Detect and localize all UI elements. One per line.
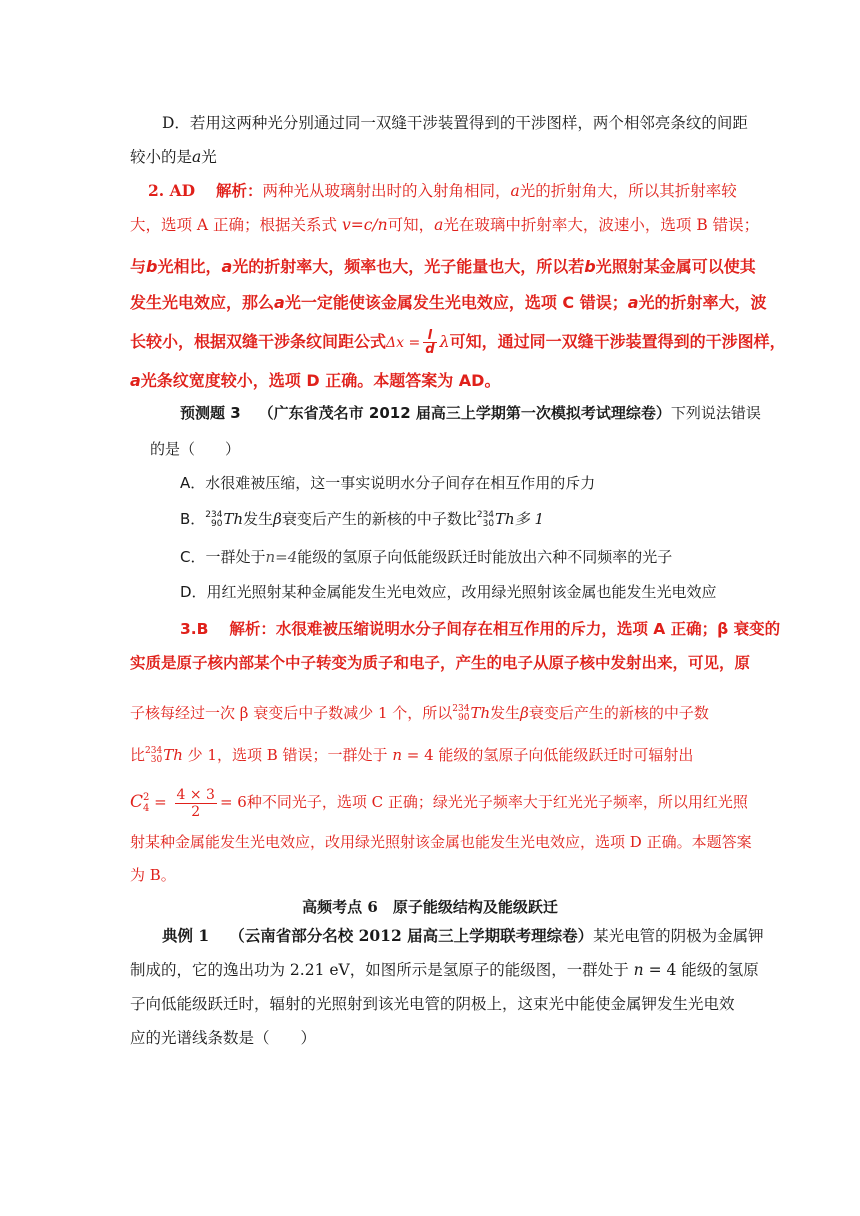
question-3-option-b: B． 234 90 Th发生β衰变后产生的新核的中子数比 234 30 Th多 1 <box>180 509 545 529</box>
example-1-line4: 应的光谱线条数是（ ） <box>130 1029 317 1047</box>
question-3-option-d: D．用红光照射某种金属能发生光电效应，改用绿光照射该金属也能发生光电效应 <box>180 583 717 601</box>
answer-3-line3: 子核每经过一次 β 衰变后中子数减少 1 个，所以 234 90 Th发生β衰变后产生的新核的中子数 <box>130 704 709 723</box>
question-3-option-a: A．水很难被压缩，这一事实说明水分子间存在相互作用的斥力 <box>180 474 596 492</box>
question-3-line2: 的是（ ） <box>150 440 241 458</box>
answer-2-line6: a光条纹宽度较小，选项 D 正确。本题答案为 AD。 <box>130 371 501 390</box>
combination-formula: C <box>130 792 144 812</box>
example-1-label: 典例 1 <box>162 926 210 945</box>
answer-3-line7: 为 B。 <box>130 866 176 884</box>
answer-3-line1: 3.B 解析：水很难被压缩说明水分子间存在相互作用的斥力，选项 A 正确；β 衰变的 <box>180 620 781 638</box>
answer-2-line5: 长较小，根据双缝干涉条纹间距公式Δx = $\frac{l}{d}$ λ可知，通过同一双缝干涉装置得到的干涉图样， <box>130 328 786 357</box>
answer-2-line4: 发生光电效应，那么a光一定能使该金属发生光电效应，选项 C 错误；a光的折射率大，波 <box>130 293 767 312</box>
answer-2-line1: 2. AD 解析：两种光从玻璃射出时的入射角相同，a光的折射角大，所以其折射率较 <box>148 181 737 200</box>
answer-3-line2: 实质是原子核内部某个中子转变为质子和电子，产生的电子从原子核中发射出来，可见，原 <box>130 654 751 672</box>
answer-2-tag: 2. AD 解析： <box>148 181 263 200</box>
question-3-label: 预测题 3 <box>180 404 241 422</box>
example-1-line3: 子向低能级跃迁时，辐射的光照射到该光电管的阴极上，这束光中能使金属钾发生光电效 <box>130 995 735 1013</box>
answer-2-line3: 与b光相比，a光的折射率大，频率也大，光子能量也大，所以若b光照射某金属可以使其 <box>130 257 756 276</box>
answer-3-line5: C 2 4 = $\frac{4 \times 3}{2}$ = 6种不同光子，选项 C 正确；绿光光子频率大于红光光子频率，所以用红光照 <box>130 786 748 820</box>
example-1-line1: 典例 1 （云南省部分名校 2012 届高三上学期联考理综卷）某光电管的阴极为金属钾 <box>162 926 764 945</box>
fringe-formula-fraction: $\frac{l}{d}$ <box>425 328 435 357</box>
question-3-source: （广东省茂名市 2012 届高三上学期第一次模拟考试理综卷） <box>258 404 671 422</box>
combination-fraction: $\frac{4 \times 3}{2}$ <box>176 786 215 820</box>
option-d-line1: D．若用这两种光分别通过同一双缝干涉装置得到的干涉图样，两个相邻亮条纹的间距 <box>162 114 748 132</box>
answer-2-line2: 大，选项 A 正确；根据关系式 v=c/n可知，a光在玻璃中折射率大，波速小，选项 B 错误； <box>130 216 760 234</box>
question-3-line1: 预测题 3 （广东省茂名市 2012 届高三上学期第一次模拟考试理综卷）下列说法错误 <box>180 404 761 422</box>
answer-3-line6: 射某种金属能发生光电效应，改用绿光照射该金属也能发生光电效应，选项 D 正确。本题答案 <box>130 833 752 851</box>
answer-3-line4: 比 234 30 Th 少 1，选项 B 错误；一群处于 n = 4 能级的氢原子向低能级跃迁时可辐射出 <box>130 746 694 765</box>
thorium-nuclide-2: 234 30 <box>476 509 495 529</box>
option-d-line2: 较小的是a光 <box>130 148 217 166</box>
question-3-option-c: C．一群处于n=4能级的氢原子向低能级跃迁时能放出六种不同频率的光子 <box>180 548 673 566</box>
answer-3-tag: 3.B 解析： <box>180 620 276 638</box>
thorium-nuclide: 234 90 <box>205 509 223 529</box>
section-heading: 高频考点 6 原子能级结构及能级跃迁 <box>302 898 558 916</box>
example-1-line2: 制成的，它的逸出功为 2.21 eV，如图所示是氢原子的能级图，一群处于 n = 4 能级的氢原 <box>130 961 759 979</box>
fringe-formula-lhs: Δx = <box>386 335 421 351</box>
example-1-source: （云南省部分名校 2012 届高三上学期联考理综卷） <box>229 926 594 945</box>
